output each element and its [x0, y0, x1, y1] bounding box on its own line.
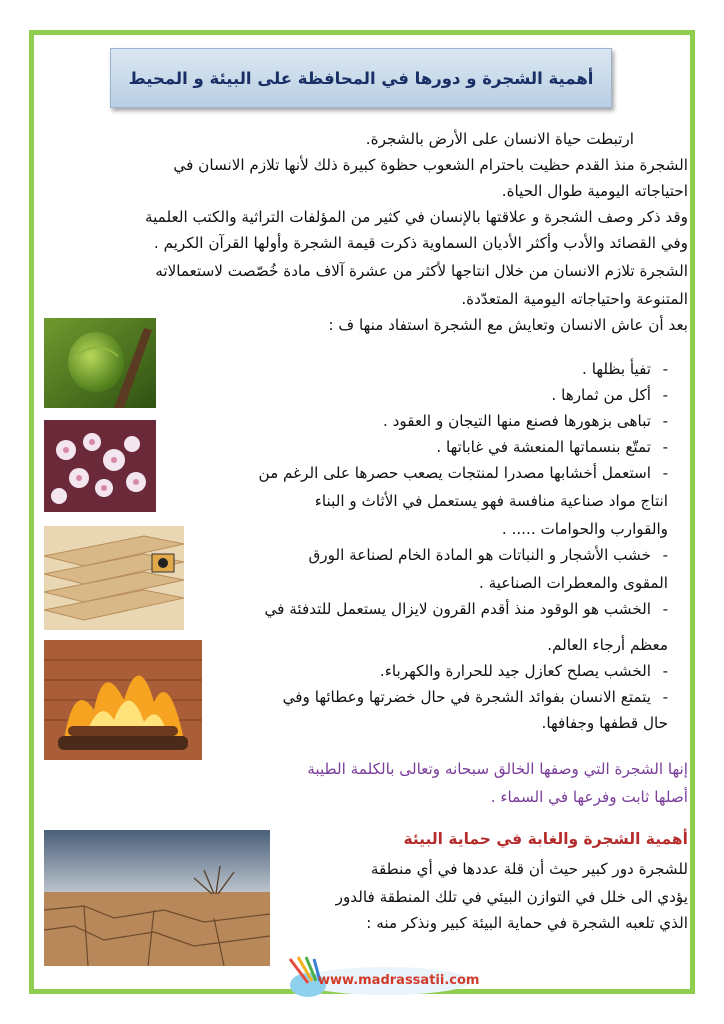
- bullet-item: خشب الأشجار و النباتات هو المادة الخام لصناعة الورق: [308, 546, 651, 564]
- flowers-photo: [44, 420, 156, 512]
- bullet-item: استعمل أخشابها مصدرا لمنتجات يصعب حصرها على الرغم من: [258, 464, 651, 482]
- wood-planks-photo: [44, 526, 184, 630]
- intro-line: وفي القصائد والأدب وأكثر الأديان السماوية ذكرت قيمة الشجرة وأولها القرآن الكريم .: [153, 234, 688, 252]
- section-line: للشجرة دور كبير حيث أن قلة عددها في أي منطقة: [370, 860, 688, 878]
- bullet-dash: -: [662, 546, 668, 564]
- section-line: يؤدي الى خلل في التوازن البيئي في تلك المنطقة فالدور: [335, 888, 688, 906]
- intro-line: بعد أن عاش الانسان وتعايش مع الشجرة استفاد منها ف :: [328, 316, 688, 334]
- bullet-dash: -: [662, 464, 668, 482]
- bullet-item: المقوى والمعطرات الصناعية .: [478, 574, 668, 592]
- bullet-item: حال قطفها وجفافها.: [541, 714, 668, 732]
- bullet-item: والقوارب والحوامات ..... .: [501, 520, 668, 538]
- bullet-dash: -: [662, 600, 668, 618]
- bullet-item: تمتّع بنسماتها المنعشة في غاباتها .: [436, 438, 651, 456]
- bullet-dash: -: [662, 688, 668, 706]
- intro-line: ارتبطت حياة الانسان على الأرض بالشجرة.: [365, 130, 634, 148]
- bullet-item: انتاج مواد صناعية منافسة فهو يستعمل في الأثاث و البناء: [314, 492, 668, 510]
- fig-photo: [44, 318, 156, 408]
- title-banner: [110, 48, 612, 108]
- section-line: الذي تلعبه الشجرة في حماية البيئة كبير ونذكر منه :: [366, 914, 688, 932]
- bullet-dash: -: [662, 386, 668, 404]
- intro-line: الشجرة منذ القدم حظيت باحترام الشعوب حظوة كبيرة ذلك لأنها تلازم الانسان في: [173, 156, 688, 174]
- dry-land-photo: [44, 830, 270, 966]
- site-url[interactable]: www.madrassatii.com: [318, 973, 480, 988]
- bullet-dash: -: [662, 662, 668, 680]
- intro-line: المتنوعة واحتياجاته اليومية المتعدّدة.: [461, 290, 688, 308]
- bullet-dash: -: [662, 360, 668, 378]
- fireplace-photo: [44, 640, 202, 760]
- bullet-item: الخشب يصلح كعازل جيد للحرارة والكهرباء.: [379, 662, 651, 680]
- bullet-dash: -: [662, 412, 668, 430]
- intro-line: احتياجاته اليومية طوال الحياة.: [501, 182, 688, 200]
- bullet-item: تباهى بزهورها فصنع منها التيجان و العقود .: [383, 412, 651, 430]
- quote-line: أصلها ثابت وفرعها في السماء .: [490, 788, 688, 806]
- bullet-item: يتمتع الانسان بفوائد الشجرة في حال خضرتها وعطائها وفي: [282, 688, 651, 706]
- intro-line: وقد ذكر وصف الشجرة و علاقتها بالإنسان في كثير من المؤلفات التراثية والكتب العلمية: [144, 208, 688, 226]
- section-heading: أهمية الشجرة والغابة في حماية البيئة: [403, 830, 688, 848]
- bullet-dash: -: [662, 438, 668, 456]
- quote-line: إنها الشجرة التي وصفها الخالق سبحانه وتعالى بالكلمة الطيبة: [307, 760, 688, 778]
- bullet-item: أكل من ثمارها .: [551, 386, 651, 404]
- page-title: أهمية الشجرة و دورها في المحافظة على البيئة و المحيط: [128, 68, 594, 88]
- intro-line: الشجرة تلازم الانسان من خلال انتاجها لأكثر من عشرة آلاف مادة خُصّصت لاستعمالاته: [155, 262, 688, 280]
- bullet-item: معظم أرجاء العالم.: [547, 636, 668, 654]
- bullet-item: الخشب هو الوقود منذ أقدم القرون لايزال يستعمل للتدفئة في: [264, 600, 651, 618]
- bullet-item: تفيأ بظلها .: [582, 360, 651, 378]
